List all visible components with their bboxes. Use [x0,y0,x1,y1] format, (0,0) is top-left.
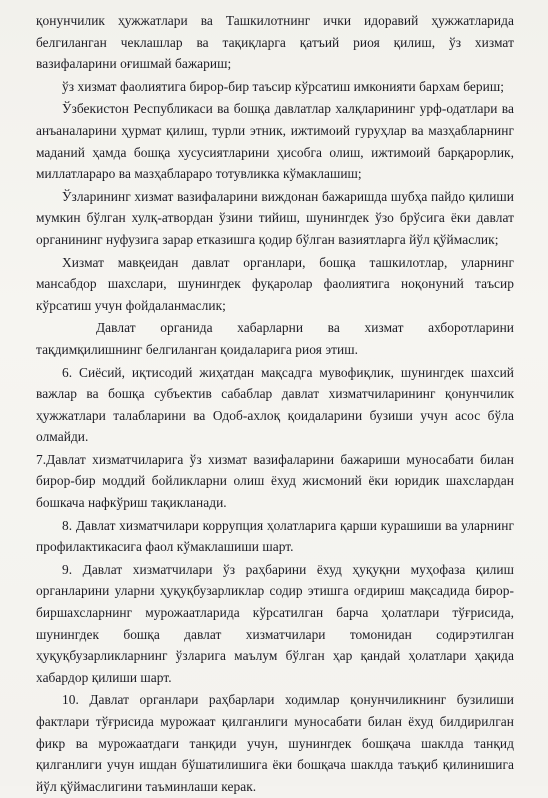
paragraph-legislation-compliance: қонунчилик ҳужжатлари ва Ташкилотнинг ички идоравий ҳужжатларида белгиланган чеклашлар ва тақиқларга қатъий риоя қилиш, ўз хизмат вазифаларини оғишмай бажариш; [36,13,514,72]
paragraph-influence: ўз хизмат фаолиятига бирор-бир таъсир кўрсатиш имконияти бархам бериш; [62,78,505,94]
paragraph-conduct: Ўзларининг хизмат вазифаларини виждонан бажаришда шубҳа пайдо қилиши мумкин бўлган хулқ-атвордан ўзини тийиш, шунингдек ўзо брўсига ёки давлат органининг нуфузига зарар етказишга қодир бўлган вазиятларга йўл қўймаслик; [36,188,514,247]
paragraph-information-rules: Давлат органида хабарларни ва хизмат ахборотларини тақдимқилишнинг белгиланган қоидаларига риоя этиш. [36,320,514,357]
paragraph-item-8: 8. Давлат хизматчилари коррупция ҳолатларига қарши курашиши ва уларнинг профилактикасига фаол кўмаклашиши шарт. [36,517,514,555]
paragraph-traditions: Ўзбекистон Республикаси ва бошқа давлатлар халқларининг урф-одатлари ва анъаналарини ҳурмат қилиш, турли этник, ижтимоий гуруҳлар ва мазҳабларнинг маданий ҳамда бошқа хусусиятларини ҳисобга олиш, ижтимоий барқарорлик, миллатлараро ва мазҳаблараро тотувликка кўмаклашиш; [36,101,514,182]
paragraph-item-6: 6. Сиёсий, иқтисодий жиҳатдан мақсадга мувофиқлик, шунингдек шахсий важлар ва бошқа субъектив сабаблар давлат хизматчиларининг қонунчилик ҳужжатлари талабларини ва Одоб-ахлоқ қоидаларини бузиши учун асос бўла олмайди. [36,364,514,445]
paragraph-item-10: 10. Давлат органлари раҳбарлари ходимлар қонунчиликнинг бузилиши фактлари тўғрисида мурожаат қилганлиги муносабати билан ёхуд билдирилган фикр ва мурожаатдаги танқиди учун, шунингдек бошқача шаклда танқид қилганлиги учун ишдан бўшатилишига ёки бошқача шаклда таъқиб қилинишига йўл қўймаслигини таъминлаши керак. [36,692,514,794]
paragraph-item-7: 7.Давлат хизматчиларига ўз хизмат вазифаларини бажариши муносабати билан бирор-бир моддий бойликларни олиш ёхуд жисмоний ёки юридик шахслардан бошкача нафкўриш тақикланади. [36,451,514,511]
document-body [36,10,514,798]
paragraph-item-9: 9. Давлат хизматчилари ўз раҳбарини ёхуд ҳуқуқни муҳофаза қилиш органларини уларни ҳуқуқбузарликлар содир этишга оғдириш мақсадида бирор-биршахсларнинг мурожаатларида кўрсатилган барча ҳолатлари тўғрисида, шунингдек бошқа давлат хизматчилари томонидан содирэтилган ҳуқуқбузарликларнинг ўзларига маълум бўлган ҳар қандай ҳолатлари ҳақида хабардор қилиши шарт. [36,561,514,685]
paragraph-position-misuse: Хизмат мавқеидан давлат органлари, бошқа ташкилотлар, уларнинг мансабдор шахслари, шунингдек фуқаролар фаолиятига ноқонуний таъсир кўрсатиш учун фойдаланмаслик; [36,254,514,313]
